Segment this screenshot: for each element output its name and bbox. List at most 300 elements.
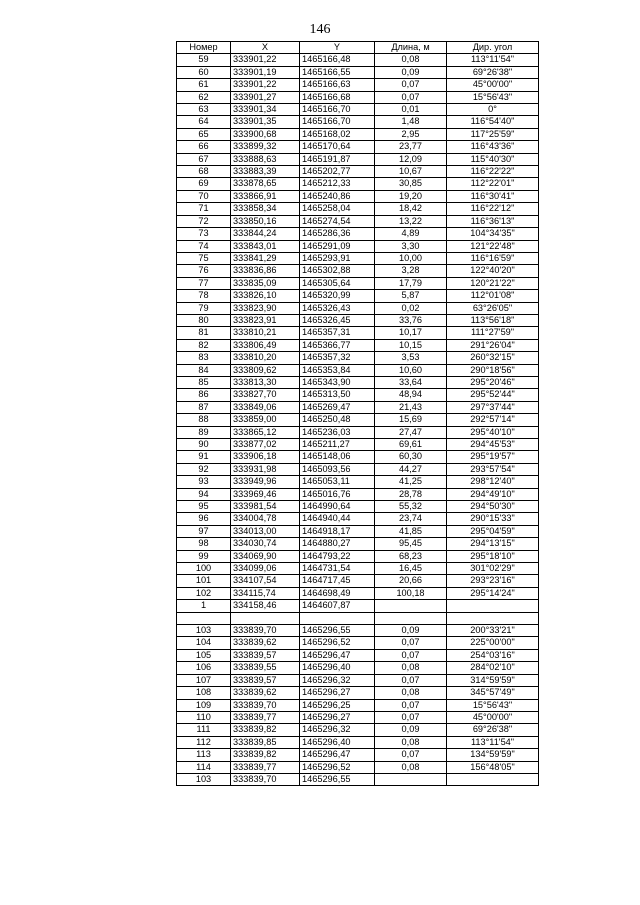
cell-bearing: 295°52'44": [447, 389, 539, 401]
cell-number: 101: [177, 575, 231, 587]
cell-number: 91: [177, 451, 231, 463]
cell-bearing: 120°21'22": [447, 277, 539, 289]
cell-length: [375, 773, 447, 785]
cell-length: 44,27: [375, 463, 447, 475]
cell-length: 41,85: [375, 525, 447, 537]
table-row: [177, 252, 539, 264]
cell-number: 105: [177, 649, 231, 661]
cell-length: 3,30: [375, 240, 447, 252]
cell-x: 333901,27: [231, 91, 300, 103]
table-row: [177, 166, 539, 178]
cell-y: 1465296,47: [300, 649, 375, 661]
cell-y: 1464793,22: [300, 550, 375, 562]
cell-y: 1465293,91: [300, 252, 375, 264]
header-bearing: Дир. угол: [447, 42, 539, 54]
cell-x: 333844,24: [231, 228, 300, 240]
cell-x: 333843,01: [231, 240, 300, 252]
header-x: X: [231, 42, 300, 54]
cell-number: 93: [177, 476, 231, 488]
cell-number: 106: [177, 662, 231, 674]
cell-number: 103: [177, 625, 231, 637]
cell-bearing: [447, 600, 539, 612]
cell-number: 65: [177, 128, 231, 140]
cell-y: 1465168,02: [300, 128, 375, 140]
cell-y: 1465357,32: [300, 352, 375, 364]
cell-number: 63: [177, 104, 231, 116]
cell-number: 82: [177, 339, 231, 351]
cell-bearing: 295°20'46": [447, 376, 539, 388]
cell-length: 68,23: [375, 550, 447, 562]
cell-length: 41,25: [375, 476, 447, 488]
cell-y: 1464607,87: [300, 600, 375, 612]
cell-length: 17,79: [375, 277, 447, 289]
cell-bearing: 121°22'48": [447, 240, 539, 252]
table-row: [177, 711, 539, 723]
cell-y: 1465212,33: [300, 178, 375, 190]
cell-number: 108: [177, 687, 231, 699]
cell-x: 333806,49: [231, 339, 300, 351]
cell-y: 1465296,32: [300, 674, 375, 686]
cell-bearing: 314°59'59": [447, 674, 539, 686]
cell-bearing: 294°50'30": [447, 501, 539, 513]
cell-x: 333901,35: [231, 116, 300, 128]
coordinates-table: [176, 41, 539, 786]
cell-y: 1465250,48: [300, 414, 375, 426]
cell-number: 83: [177, 352, 231, 364]
cell-x: 333813,30: [231, 376, 300, 388]
cell-x: 333839,70: [231, 773, 300, 785]
cell-length: 0,01: [375, 104, 447, 116]
header-y: Y: [300, 42, 375, 54]
cell-x: 333877,02: [231, 439, 300, 451]
cell-number: 110: [177, 711, 231, 723]
cell-bearing: 116°36'13": [447, 215, 539, 227]
cell-length: 20,66: [375, 575, 447, 587]
table-row: [177, 66, 539, 78]
cell-number: 84: [177, 364, 231, 376]
cell-y: 1465274,54: [300, 215, 375, 227]
table-row: [177, 550, 539, 562]
cell-number: 99: [177, 550, 231, 562]
cell-number: 87: [177, 401, 231, 413]
cell-x: 333858,34: [231, 203, 300, 215]
cell-bearing: 295°04'59": [447, 525, 539, 537]
cell-number: 95: [177, 501, 231, 513]
cell-y: 1465148,06: [300, 451, 375, 463]
cell-bearing: 291°26'04": [447, 339, 539, 351]
cell-y: 1465202,77: [300, 166, 375, 178]
cell-bearing: 297°37'44": [447, 401, 539, 413]
cell-length: 0,07: [375, 711, 447, 723]
cell-length: 48,94: [375, 389, 447, 401]
cell-number: 96: [177, 513, 231, 525]
cell-x: 333839,55: [231, 662, 300, 674]
table-body: [177, 54, 539, 786]
cell-length: 0,08: [375, 54, 447, 66]
cell-number: 100: [177, 563, 231, 575]
cell-bearing: 294°13'15": [447, 538, 539, 550]
table-row: [177, 488, 539, 500]
cell-number: 102: [177, 587, 231, 599]
cell-bearing: 116°16'59": [447, 252, 539, 264]
table-row: [177, 525, 539, 537]
cell-number: 67: [177, 153, 231, 165]
cell-length: 0,02: [375, 302, 447, 314]
table-row: [177, 414, 539, 426]
cell-length: 2,95: [375, 128, 447, 140]
cell-x: 333823,90: [231, 302, 300, 314]
cell-bearing: 122°40'20": [447, 265, 539, 277]
table-row: [177, 339, 539, 351]
table-header-row: [177, 42, 539, 54]
table-row: [177, 575, 539, 587]
cell-x: 334107,54: [231, 575, 300, 587]
table-row: [177, 389, 539, 401]
cell-bearing: 113°11'54": [447, 54, 539, 66]
cell-length: 60,30: [375, 451, 447, 463]
cell-length: 21,43: [375, 401, 447, 413]
cell-x: 333839,82: [231, 749, 300, 761]
table-row: [177, 190, 539, 202]
cell-y: 1464940,44: [300, 513, 375, 525]
cell-y: 1465353,84: [300, 364, 375, 376]
cell-x: 333839,70: [231, 699, 300, 711]
cell-length: 30,85: [375, 178, 447, 190]
cell-length: 1,48: [375, 116, 447, 128]
cell-number: 88: [177, 414, 231, 426]
cell-bearing: [447, 773, 539, 785]
cell-x: 333859,00: [231, 414, 300, 426]
cell-number: 60: [177, 66, 231, 78]
cell-y: 1465296,27: [300, 687, 375, 699]
cell-x: 333901,22: [231, 54, 300, 66]
cell-number: 78: [177, 290, 231, 302]
cell-y: 1465170,64: [300, 141, 375, 153]
cell-bearing: 290°15'33": [447, 513, 539, 525]
table-row: [177, 79, 539, 91]
cell-y: 1465166,63: [300, 79, 375, 91]
cell-bearing: 116°54'40": [447, 116, 539, 128]
cell-y: 1464717,45: [300, 575, 375, 587]
cell-bearing: 284°02'10": [447, 662, 539, 674]
cell-y: 1465313,50: [300, 389, 375, 401]
table-row: [177, 501, 539, 513]
cell-y: 1465166,55: [300, 66, 375, 78]
cell-x: 333901,19: [231, 66, 300, 78]
cell-x: 333949,96: [231, 476, 300, 488]
table-row: [177, 364, 539, 376]
cell-length: 28,78: [375, 488, 447, 500]
cell-y: 1465296,52: [300, 637, 375, 649]
cell-y: 1465302,88: [300, 265, 375, 277]
table-row: [177, 687, 539, 699]
cell-y: 1465053,11: [300, 476, 375, 488]
cell-y: 1465166,70: [300, 104, 375, 116]
cell-y: 1465191,87: [300, 153, 375, 165]
cell-y: 1464918,17: [300, 525, 375, 537]
cell-number: 75: [177, 252, 231, 264]
cell-number: [177, 612, 231, 624]
cell-bearing: 117°25'59": [447, 128, 539, 140]
table-row: [177, 401, 539, 413]
table-row: [177, 128, 539, 140]
table-row: [177, 153, 539, 165]
cell-x: 333900,68: [231, 128, 300, 140]
cell-length: 0,09: [375, 724, 447, 736]
cell-x: 333839,57: [231, 674, 300, 686]
cell-length: 0,08: [375, 662, 447, 674]
cell-x: 333849,06: [231, 401, 300, 413]
cell-bearing: 112°01'08": [447, 290, 539, 302]
cell-length: 10,15: [375, 339, 447, 351]
cell-bearing: 115°40'30": [447, 153, 539, 165]
header-number: Номер: [177, 42, 231, 54]
cell-number: 107: [177, 674, 231, 686]
table-row: [177, 749, 539, 761]
cell-number: 92: [177, 463, 231, 475]
cell-x: 333850,16: [231, 215, 300, 227]
cell-bearing: 200°33'21": [447, 625, 539, 637]
cell-y: 1465326,43: [300, 302, 375, 314]
cell-number: 98: [177, 538, 231, 550]
cell-bearing: 134°59'59": [447, 749, 539, 761]
cell-y: 1464698,49: [300, 587, 375, 599]
table-row: [177, 141, 539, 153]
cell-number: 111: [177, 724, 231, 736]
cell-x: 333865,12: [231, 426, 300, 438]
table-row: [177, 277, 539, 289]
cell-length: 0,09: [375, 625, 447, 637]
cell-y: 1465296,40: [300, 736, 375, 748]
cell-number: 59: [177, 54, 231, 66]
cell-x: 334158,46: [231, 600, 300, 612]
page-number: 146: [309, 22, 331, 37]
cell-length: 19,20: [375, 190, 447, 202]
cell-length: 0,08: [375, 761, 447, 773]
cell-bearing: 345°57'49": [447, 687, 539, 699]
table-row: [177, 327, 539, 339]
table-row: [177, 612, 539, 624]
cell-length: [375, 600, 447, 612]
cell-bearing: 156°48'05": [447, 761, 539, 773]
cell-y: 1465166,48: [300, 54, 375, 66]
cell-bearing: 111°27'59": [447, 327, 539, 339]
cell-bearing: 292°57'14": [447, 414, 539, 426]
cell-y: [300, 612, 375, 624]
cell-bearing: 45°00'00": [447, 79, 539, 91]
cell-number: 80: [177, 314, 231, 326]
cell-number: 86: [177, 389, 231, 401]
cell-length: 4,89: [375, 228, 447, 240]
cell-x: 333810,21: [231, 327, 300, 339]
cell-length: 33,64: [375, 376, 447, 388]
cell-x: 333839,57: [231, 649, 300, 661]
cell-x: 333809,62: [231, 364, 300, 376]
cell-x: 333969,46: [231, 488, 300, 500]
table-row: [177, 463, 539, 475]
cell-bearing: 294°45'53": [447, 439, 539, 451]
cell-bearing: 293°57'54": [447, 463, 539, 475]
table-row: [177, 637, 539, 649]
cell-x: 333810,20: [231, 352, 300, 364]
cell-x: 333839,82: [231, 724, 300, 736]
cell-length: 55,32: [375, 501, 447, 513]
cell-y: 1465166,68: [300, 91, 375, 103]
cell-x: 333901,34: [231, 104, 300, 116]
cell-y: 1465366,77: [300, 339, 375, 351]
cell-y: 1464880,27: [300, 538, 375, 550]
cell-bearing: [447, 612, 539, 624]
table-row: [177, 662, 539, 674]
cell-bearing: 301°02'29": [447, 563, 539, 575]
table-row: [177, 773, 539, 785]
cell-number: 103: [177, 773, 231, 785]
cell-bearing: 116°22'22": [447, 166, 539, 178]
cell-y: 1465357,31: [300, 327, 375, 339]
cell-bearing: 104°34'35": [447, 228, 539, 240]
cell-x: 334013,00: [231, 525, 300, 537]
cell-x: 333826,10: [231, 290, 300, 302]
cell-bearing: 295°18'10": [447, 550, 539, 562]
cell-number: 62: [177, 91, 231, 103]
cell-y: 1465296,47: [300, 749, 375, 761]
cell-x: 333899,32: [231, 141, 300, 153]
table-row: [177, 228, 539, 240]
cell-x: 334069,90: [231, 550, 300, 562]
cell-x: [231, 612, 300, 624]
cell-bearing: 45°00'00": [447, 711, 539, 723]
cell-bearing: 294°49'10": [447, 488, 539, 500]
table-row: [177, 290, 539, 302]
cell-y: 1464731,54: [300, 563, 375, 575]
cell-y: 1465326,45: [300, 314, 375, 326]
cell-y: 1465291,09: [300, 240, 375, 252]
cell-number: 66: [177, 141, 231, 153]
cell-length: 27,47: [375, 426, 447, 438]
cell-number: 64: [177, 116, 231, 128]
table-row: [177, 674, 539, 686]
table-row: [177, 724, 539, 736]
table-row: [177, 439, 539, 451]
cell-x: 333839,85: [231, 736, 300, 748]
cell-bearing: 116°43'36": [447, 141, 539, 153]
table-row: [177, 314, 539, 326]
cell-number: 89: [177, 426, 231, 438]
cell-number: 94: [177, 488, 231, 500]
cell-bearing: 15°56'43": [447, 91, 539, 103]
cell-length: 23,74: [375, 513, 447, 525]
cell-y: 1465286,36: [300, 228, 375, 240]
table-row: [177, 451, 539, 463]
cell-x: 334004,78: [231, 513, 300, 525]
cell-number: 61: [177, 79, 231, 91]
table-row: [177, 104, 539, 116]
table-row: [177, 215, 539, 227]
table-row: [177, 302, 539, 314]
table-row: [177, 265, 539, 277]
table-row: [177, 352, 539, 364]
table-row: [177, 376, 539, 388]
cell-length: 16,45: [375, 563, 447, 575]
cell-y: 1465296,52: [300, 761, 375, 773]
cell-length: 0,09: [375, 66, 447, 78]
cell-length: 18,42: [375, 203, 447, 215]
cell-x: 333827,70: [231, 389, 300, 401]
cell-bearing: 113°56'18": [447, 314, 539, 326]
cell-length: 15,69: [375, 414, 447, 426]
cell-bearing: 112°22'01": [447, 178, 539, 190]
cell-x: 333878,65: [231, 178, 300, 190]
table-row: [177, 736, 539, 748]
cell-number: 73: [177, 228, 231, 240]
table-row: [177, 538, 539, 550]
cell-number: 90: [177, 439, 231, 451]
cell-length: 0,08: [375, 736, 447, 748]
table-row: [177, 649, 539, 661]
cell-x: 333883,39: [231, 166, 300, 178]
cell-number: 85: [177, 376, 231, 388]
cell-number: 109: [177, 699, 231, 711]
cell-bearing: 295°19'57": [447, 451, 539, 463]
cell-y: 1465166,70: [300, 116, 375, 128]
cell-x: 333901,22: [231, 79, 300, 91]
cell-y: 1465296,55: [300, 773, 375, 785]
table-row: [177, 178, 539, 190]
cell-number: 68: [177, 166, 231, 178]
cell-bearing: 260°32'15": [447, 352, 539, 364]
table-row: [177, 426, 539, 438]
cell-length: [375, 612, 447, 624]
cell-x: 333931,98: [231, 463, 300, 475]
cell-length: 10,60: [375, 364, 447, 376]
table-row: [177, 587, 539, 599]
cell-y: 1465211,27: [300, 439, 375, 451]
cell-x: 334115,74: [231, 587, 300, 599]
cell-y: 1465296,40: [300, 662, 375, 674]
cell-x: 334099,06: [231, 563, 300, 575]
cell-length: 10,67: [375, 166, 447, 178]
cell-y: 1465016,76: [300, 488, 375, 500]
cell-x: 333906,18: [231, 451, 300, 463]
cell-number: 104: [177, 637, 231, 649]
cell-bearing: 254°03'16": [447, 649, 539, 661]
table-row: [177, 513, 539, 525]
table-row: [177, 600, 539, 612]
cell-y: 1465305,64: [300, 277, 375, 289]
cell-y: 1465093,56: [300, 463, 375, 475]
cell-length: 5,87: [375, 290, 447, 302]
cell-bearing: 69°26'38": [447, 724, 539, 736]
cell-length: 95,45: [375, 538, 447, 550]
cell-length: 0,07: [375, 637, 447, 649]
cell-x: 333981,54: [231, 501, 300, 513]
cell-x: 333835,09: [231, 277, 300, 289]
cell-number: 72: [177, 215, 231, 227]
table-row: [177, 91, 539, 103]
cell-number: 79: [177, 302, 231, 314]
cell-number: 77: [177, 277, 231, 289]
cell-length: 100,18: [375, 587, 447, 599]
cell-x: 334030,74: [231, 538, 300, 550]
cell-length: 12,09: [375, 153, 447, 165]
cell-length: 0,08: [375, 687, 447, 699]
table-row: [177, 625, 539, 637]
cell-length: 33,76: [375, 314, 447, 326]
cell-y: 1465296,55: [300, 625, 375, 637]
cell-bearing: 69°26'38": [447, 66, 539, 78]
table-row: [177, 54, 539, 66]
cell-number: 76: [177, 265, 231, 277]
